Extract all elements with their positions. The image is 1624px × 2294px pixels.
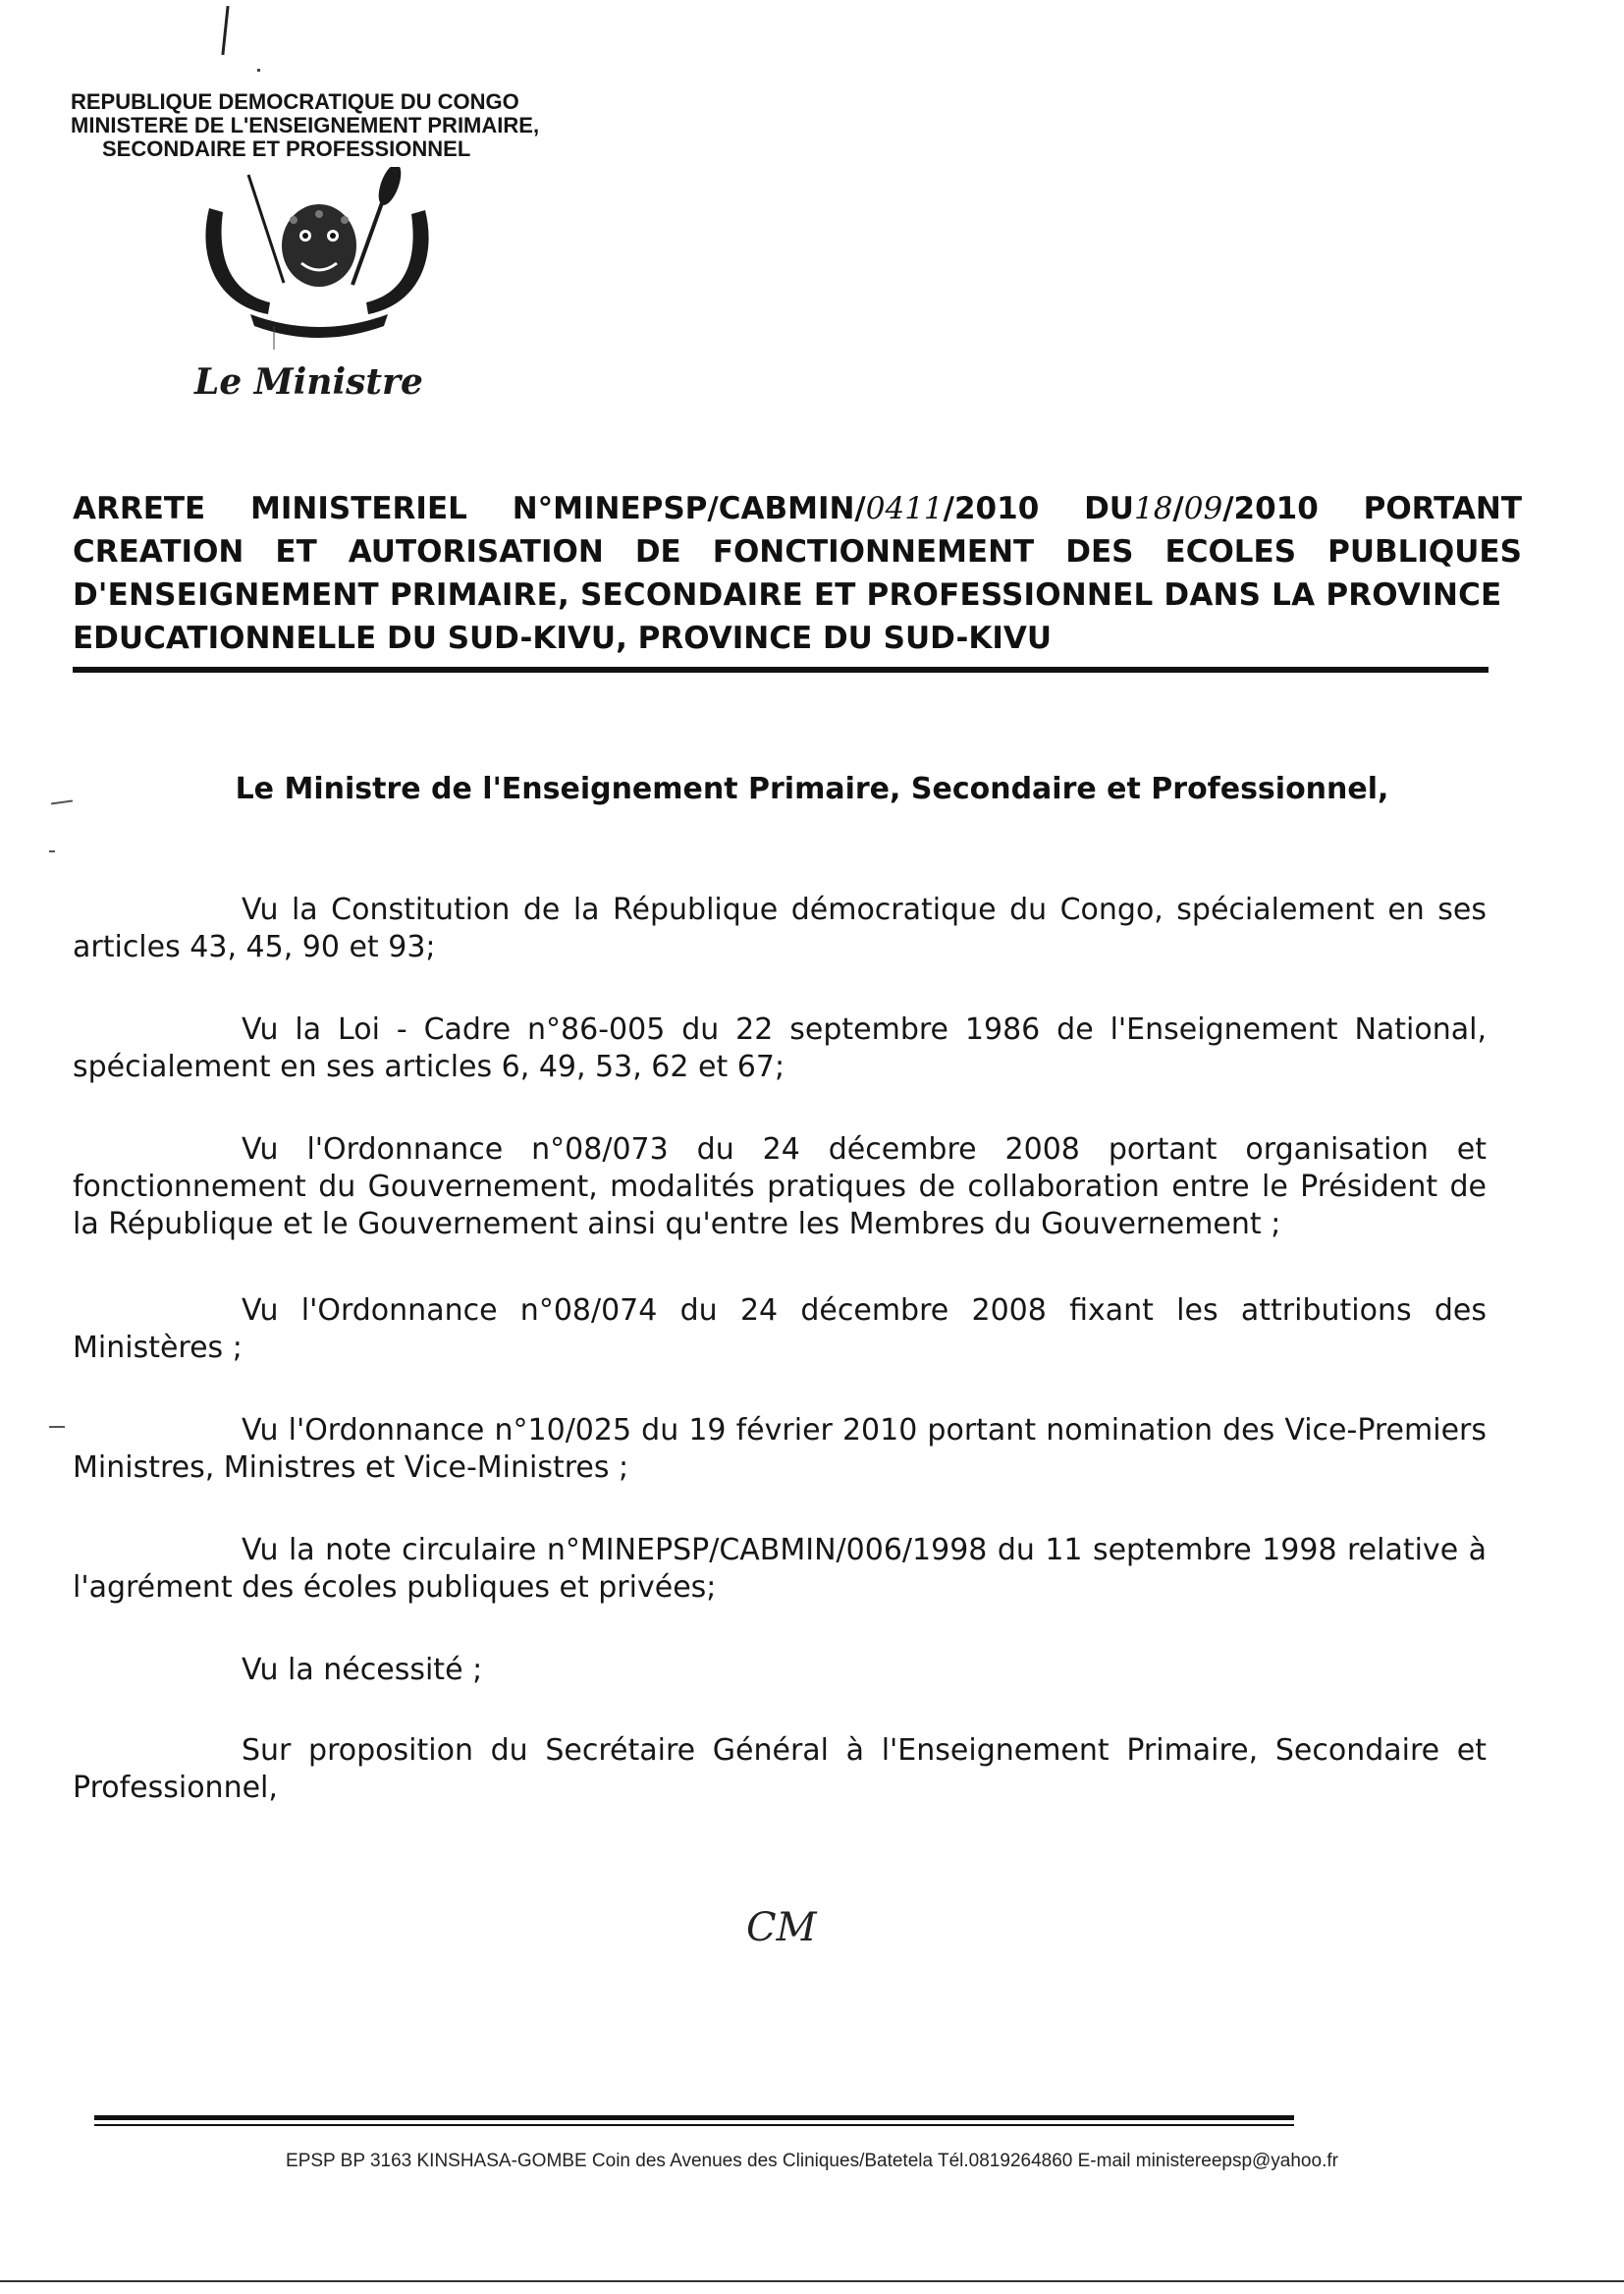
title-word: DES: [1065, 534, 1134, 570]
title-word: FONCTIONNEMENT: [712, 534, 1035, 570]
title-word: PORTANT: [1363, 491, 1522, 526]
recital-constitution: Vu la Constitution de la République démocratique du Congo, spécialement en ses articles 43, 45, 90 et 93;: [73, 893, 1487, 964]
footer-rule-thin: [94, 2124, 1294, 2126]
title-word: ECOLES: [1164, 534, 1297, 570]
title-word: ARRETE: [73, 491, 206, 526]
footer-rule: [94, 2115, 1294, 2120]
title-decree-number: N°MINEPSP/CABMIN/0411/2010: [512, 491, 1040, 526]
recital-proposition: Sur proposition du Secrétaire Général à l'Enseignement Primaire, Secondaire et Professionnel,: [73, 1733, 1487, 1805]
title-word: CREATION: [73, 534, 244, 570]
title-line-3: D'ENSEIGNEMENT PRIMAIRE, SECONDAIRE ET PROFESSIONNEL DANS LA PROVINCE: [73, 577, 1502, 613]
title-word: ET: [275, 534, 317, 570]
handwritten-initials: CM: [746, 1905, 817, 1950]
letterhead-republic: REPUBLIQUE DEMOCRATIQUE DU CONGO: [71, 89, 519, 114]
page-bottom-edge: [0, 2280, 1624, 2282]
handwritten-day: 18: [1133, 491, 1173, 526]
title-word: MINISTERIEL: [250, 491, 467, 526]
title-word: PUBLIQUES: [1327, 534, 1522, 570]
handwritten-number: 0411: [865, 491, 944, 526]
title-line-2: [73, 530, 1522, 574]
title-date: DU18/09/2010: [1084, 491, 1319, 526]
footer-address: EPSP BP 3163 KINSHASA-GOMBE Coin des Avenues des Cliniques/Batetela Tél.0819264860 E-mail ministereepsp@yahoo.fr: [286, 2151, 1338, 2171]
title-word: DE: [634, 534, 681, 570]
handwritten-month: 09: [1183, 491, 1223, 526]
scan-mark: [221, 6, 229, 55]
recital-ordonnance-10-025: Vu l'Ordonnance n°10/025 du 19 février 2010 portant nomination des Vice-Premiers Ministres, Ministres et Vice-Ministres ;: [73, 1413, 1487, 1485]
minister-heading: Le Ministre de l'Enseignement Primaire, Secondaire et Professionnel,: [235, 772, 1389, 806]
recital-loi-cadre: Vu la Loi - Cadre n°86-005 du 22 septembre 1986 de l'Enseignement National, spécialement en ses articles 6, 49, 53, 62 et 67;: [73, 1012, 1487, 1084]
letterhead-ministry: MINISTERE DE L'ENSEIGNEMENT PRIMAIRE,: [71, 113, 540, 137]
recital-ordonnance-08-073: Vu l'Ordonnance n°08/073 du 24 décembre 2008 portant organisation et fonctionnement du Gouvernement, modalités pratiques de collaboration entre le Président de la République et le Gouvernement ainsi qu'entre les Membres du Gouvernement ;: [73, 1132, 1487, 1241]
margin-mark: [49, 850, 55, 852]
title-line-1: [73, 487, 1522, 530]
scan-mark: [257, 69, 260, 72]
letterhead-ministry-cont: SECONDAIRE ET PROFESSIONNEL: [102, 137, 471, 161]
recital-necessite: Vu la nécessité ;: [242, 1653, 483, 1687]
title-word: AUTORISATION: [348, 534, 604, 570]
margin-mark: [49, 1426, 65, 1428]
minister-signature-title: Le Ministre: [194, 361, 423, 403]
recital-ordonnance-08-074: Vu l'Ordonnance n°08/074 du 24 décembre 2008 fixant les attributions des Ministères ;: [73, 1293, 1487, 1365]
title-underline-rule: [73, 667, 1489, 673]
title-line-4: EDUCATIONNELLE DU SUD-KIVU, PROVINCE DU SUD-KIVU: [73, 621, 1053, 656]
coat-of-arms-emblem: [191, 167, 447, 363]
recital-note-circulaire: Vu la note circulaire n°MINEPSP/CABMIN/006/1998 du 11 septembre 1998 relative à l'agrément des écoles publiques et privées;: [73, 1533, 1487, 1605]
decree-title: [73, 487, 1522, 660]
